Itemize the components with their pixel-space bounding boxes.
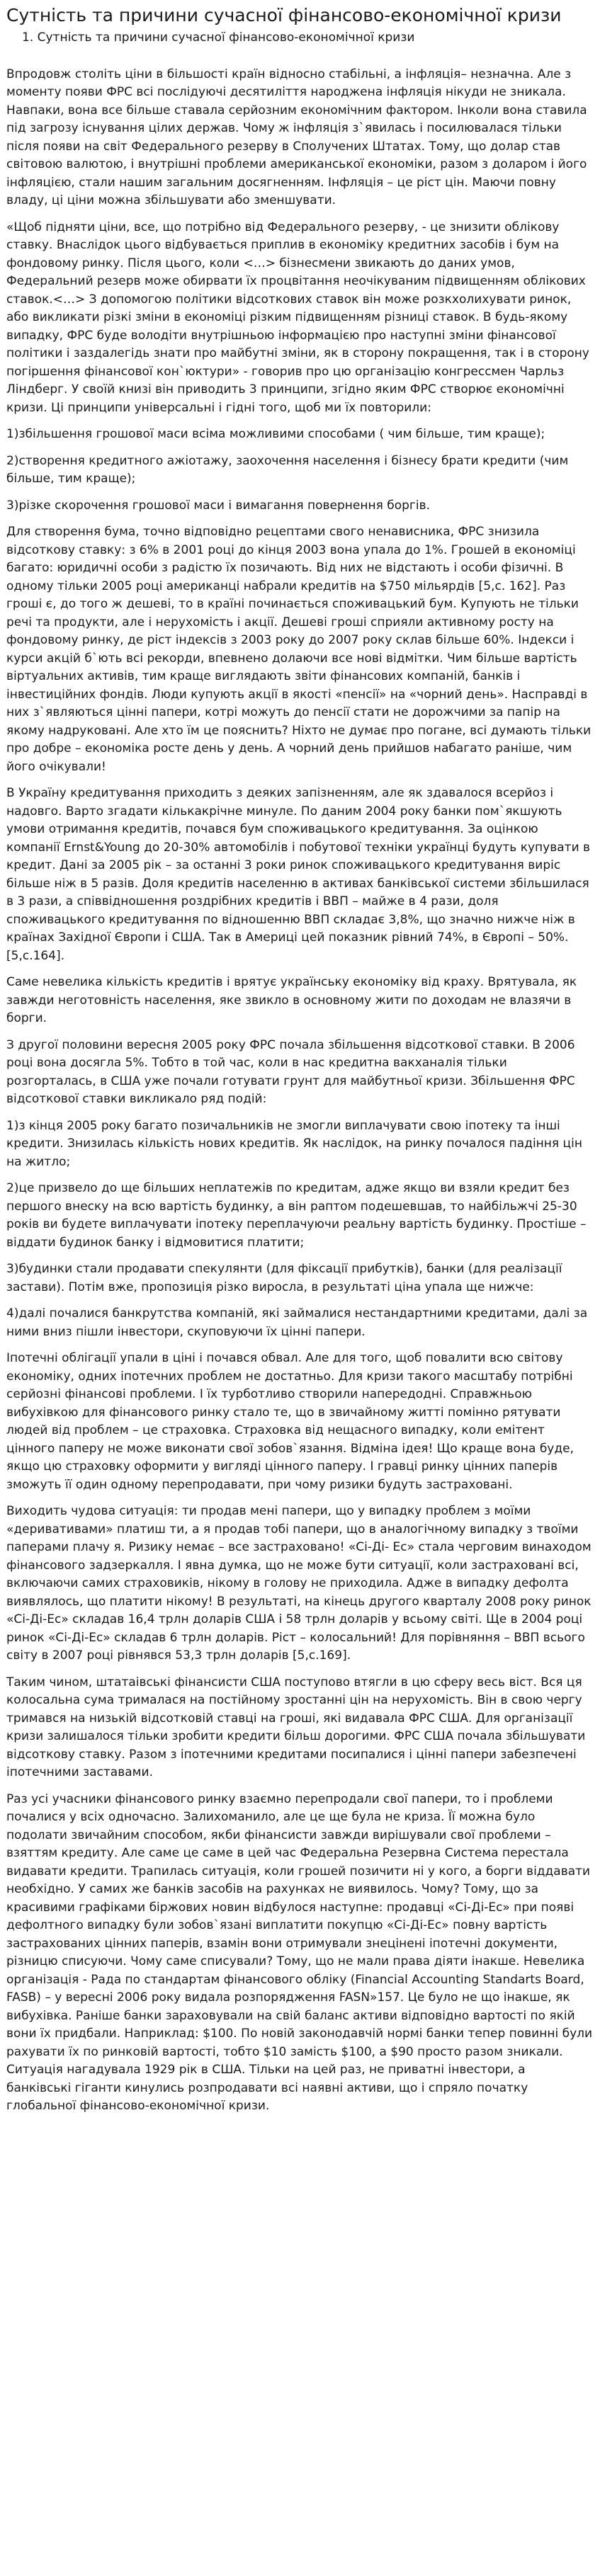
- paragraph: Саме невелика кількість кредитів і врятує українську економіку від краху. Врятувала, як завжди неготовність населення, яке звикло в основному жити по доходам не влазячи в борги.: [6, 975, 577, 1026]
- paragraph: «Щоб підняти ціни, все, що потрібно від Федерального резерву, - це знизити облікову ставку. Внаслідок цього відбувається приплив в економіку кредитних засобів і бум на фондовому ринку. Після цього, коли <…> бізнесмени звикають до даних умов, Федеральний резерв може обирвати їх процвітання неочікуваним підвищенням облікових ставок.<…> З допомогою політики відсоткових ставок він може розкхолихувати ринок, або викликати різкі зміни в економіці різким підвищенням різниці ставок. В будь-якому випадку, ФРС буде володіти внутрішньою інформацією про наступні зміни фінансової політики і заздалегідь знати про майбутні зміни, як в сторону покращення, так і в сторону погіршення фінансової кон`юктури» - говорив про цю організацію конгрессмен Чарльз Ліндберг. У своїй книзі він приводить 3 принципи, згідно яким ФРС створює економічні кризи. Ці принципи універсальні і гідні того, щоб ми їх повторили:: [6, 220, 589, 415]
- paragraph: Таким чином, штатаівські фінансисти США поступово втягли в цю сферу весь віст. Вся ця колосальна сума трималася на постійному зростанні цін на нерухомість. Він в свою чергу тримався на низькій відсотковій ставці на гроші, які видавала ФРС США. Для організації кризи залишалося тільки зробити кредити більш дорогими. ФРС США почала збільшувати відсоткову ставку. Разом з іпотечними кредитами посипалися і цінні папери забезпечені іпотечними заставами.: [6, 1675, 586, 1780]
- paragraph: Раз усі учасники фінансового ринку взаємно перепродали свої папери, то і проблеми почалися у всіх одночасно. Залихоманило, але це ще була не криза. Її можна було подолати звичайним способом, якби фінансисти завжди вирішували свої проблеми – взяттям кредиту. Але саме це саме в цей час Федеральна Резервна Система перестала видавати кредити. Трапилась ситуація, коли грошей позичити ні у кого, а борги віддавати необхідно. У самих же банків засобів на рахунках не виявилось. Чому? Тому, що за красивими графіками біржових новин відбулося наступне: продавці «Сі-Ді-Ес» при появі дефолтного випадку були зобов`язані виплатити покупцю «Сі-Ді-Ес» повну вартість застрахованих цінних паперів, взамін вони отримували знецінені іпотечні документи, різницю списуючи. Чому саме списували? Тому, що не мали права діяти інакше. Невелика організація - Рада по стандартам фінансового обліку (Financial Accounting Standarts Board, FASB) – у вересні 2006 року видала розпорядження FASN»157. Це було не що інакше, як вибухівка. Раніше банки зараховували на свій баланс активи відповідно вартості по якій вони їх придбали. Наприклад: $100. По новій законодавчій нормі банки тепер повинні були рахувати їх по ринковій вартості, тобто $10 замість $100, а $90 просто разом зникали. Ситуація нагадувала 1929 рік в США. Тільки на цей раз, не приватні інвестори, а банківські гіганти кинулись розпродавати всі наявні активи, що і спряло початку глобальної фінансово-економічної кризи.: [6, 1791, 593, 2114]
- document-title: Сутність та причини сучасної фінансово-економічної кризи: [6, 5, 562, 25]
- paragraph: Для створення бума, точно відповідно рецептами свого ненависника, ФРС знизила відсоткову ставку: з 6% в 2001 році до кінця 2003 вона упала до 1%. Грошей в економіці багато: юридичні особи з радістю їх позичають. Від них не відстають і особи фізичні. В одному тільки 2005 році американці набрали кредитів на $750 мільярдів [5,с. 162]. Раз гроші є, до того ж дешеві, то в країні починається споживацький бум. Купують не тільки речі та продукти, але і нерухомість і акції. Дешеві гроші сприяли активному росту на фондовому ринку, де ріст індексів з 2003 року до 2007 року склав більше 60%. Індекси і курси акцій б`ють всі рекорди, впевнено долаючи все нові відмітки. Чим більше вартість віртуальних активів, тим краще виглядають звіти фінансових компаній, банків і інвестиційних фондів. Люди купують акції в якості «пенсії» на «чорний день». Насправді в них з`являються цінні папери, котрі можуть до пенсії стати не дорожчими за папір на якому надруковані. Але хто їм це пояснить? Ніхто не думає про погане, всі думають тільки про добре – економіка росте день у день. А чорний день прийшов набагато раніше, чим його очікували!: [6, 525, 591, 774]
- list-item: 3)будинки стали продавати спекулянти (для фіксації прибутків), банки (для реалізації застави). Потім вже, пропозиція різко виросла, в результаті ціна упала ще нижче:: [6, 1262, 562, 1294]
- paragraph: Впродовж століть ціни в більшості країн відносно стабільні, а інфляція– незначна. Але з моменту появи ФРС всі послідуючі десятиліття народжена інфляція нікуди не зникала. Навпаки, вона все більше ставала серйозним економічним фактором. Інколи вона ставила під загрозу існування цілих держав. Чому ж інфляція з`явилась і посилювалася тільки після появи на світ Федерального резерву в Сполучених Штатах. Тому, що долар став світовою валютою, і внутрішні проблеми американської економіки, разом з доларом і його інфляцією, стали нашим загальним досягненням. Інфляція – це ріст цін. Маючи повну владу, ці ціни можна збільшувати або зменшувати.: [6, 67, 587, 208]
- paragraph: З другої половини вересня 2005 року ФРС почала збільшення відсоткової ставки. В 2006 році вона досягла 5%. Тобто в той час, коли в нас кредитна вакханалія тільки розгорталась, в США уже почали готувати грунт для майбутньої кризи. Збільшення ФРС відсоткової ставки викликало ряд подій:: [6, 1037, 575, 1107]
- toc-item[interactable]: 1. Сутність та причини сучасної фінансово-економічної кризи: [22, 30, 415, 45]
- table-of-contents: [22, 29, 594, 47]
- paragraph: Іпотечні облігації упали в ціні і почався обвал. Але для того, щоб повалити всю світову економіку, одних іпотечних проблем не достатньо. Для кризи такого масштабу потрібні серйозні фінансові проблеми. І їх турботливо створили напередодні. Справжньою вибухівкою для фінансового ринку стало те, що в звичайному житті помінно рятувати людей від проблем – це страховка. Страховка від нещасного випадку, коли емітент цінного паперу не може виконати свої зобов`язання. Відміна ідея! Що краще вона буде, якщо цю страховку оформити у вигляді цінного паперу. І гравці ринку цінних паперів зможуть її один одному перепродавати, при чому ризики будуть застраховані.: [6, 1351, 574, 1492]
- list-item: 4)далі почалися банкрутства компаній, які займалися нестандартними кредитами, далі за ними вниз пішли інвестори, скуповуючи їх цінні папери.: [6, 1306, 588, 1339]
- list-item: 2)це призвело до ще більших неплатежів по кредитам, адже якщо ви взяли кредит без першого внеску на всю вартість будинку, а він раптом подешевшав, то найбільжчі 25-30 років ви будете виплачувати іпотеку переплачуючи реальну вартість будинку. Простіше – віддати будинок банку і відмовитися платити;: [6, 1181, 587, 1250]
- list-item: 3)різке скорочення грошової маси і вимагання повернення боргів.: [6, 498, 430, 513]
- list-item: 2)створення кредитного ажіотажу, заохочення населення і бізнесу брати кредити (чим більше, тим краще);: [6, 453, 569, 486]
- paragraph: В Україну кредитування приходить з деяких запізненням, але як здавалося всерйоз і надовго. Варто згадати кількакрічне минуле. По даним 2004 року банки пом`якшують умови отримання кредитів, почався бум споживацького кредитування. За оцінкою компанії Ernst&Young до 20-30% автомобілів і побутової техніки українці будуть купувати в кредит. Дані за 2005 рік – за останні 3 роки ринок споживацького кредитування виріс більше ніж в 5 разів. Доля кредитів населенню в активах банківської системи збільшилася в 3 рази, а співвідношення роздрібних кредитів і ВВП – майже в 4 рази, доля споживацького кредитування по відношенню ВВП складає 3,8%, що значно нижче ніж в країнах Західної Європи і США. Так в Америці цей показник рівний 74%, в Європі – 50%. [5,с.164].: [6, 786, 591, 963]
- list-item: 1)збільшення грошової маси всіма можливими способами ( чим більше, тим краще);: [6, 427, 545, 442]
- paragraph: Виходить чудова ситуація: ти продав мені папери, що у випадку проблем з моїми «деривативами» платиш ти, а я продав тобі папери, що в аналогічному випадку з твоїми паперами плачу я. Ризику немає – все застраховано! «Сі-Ді- Ес» стала черговим винаходом фінансового задзеркалля. І явна думка, що не може бути ситуації, коли застраховані всі, включаючи самих страховиків, нікому в голову не приходила. Адже в випадку дефолта виявлялось, що платити нікому! В результаті, на кінець другого кварталу 2008 року ринок «Сі-Ді-Ес» складав 16,4 трлн доларів США і 58 трлн доларів у всьому світі. Ще в 2004 році ринок «Сі-Ді-Ес» складав 6 трлн доларів. Ріст – колосальний! Для порівняння – ВВП всього світу в 2007 році рівнявся 53,3 трлн доларів [5,с.169].: [6, 1504, 591, 1663]
- list-item: 1)з кінця 2005 року багато позичальників не змогли виплачувати свою іпотеку та інші кредити. Знизилась кількість нових кредитів. Як наслідок, на ринку почалося падіння цін на житло;: [6, 1118, 582, 1169]
